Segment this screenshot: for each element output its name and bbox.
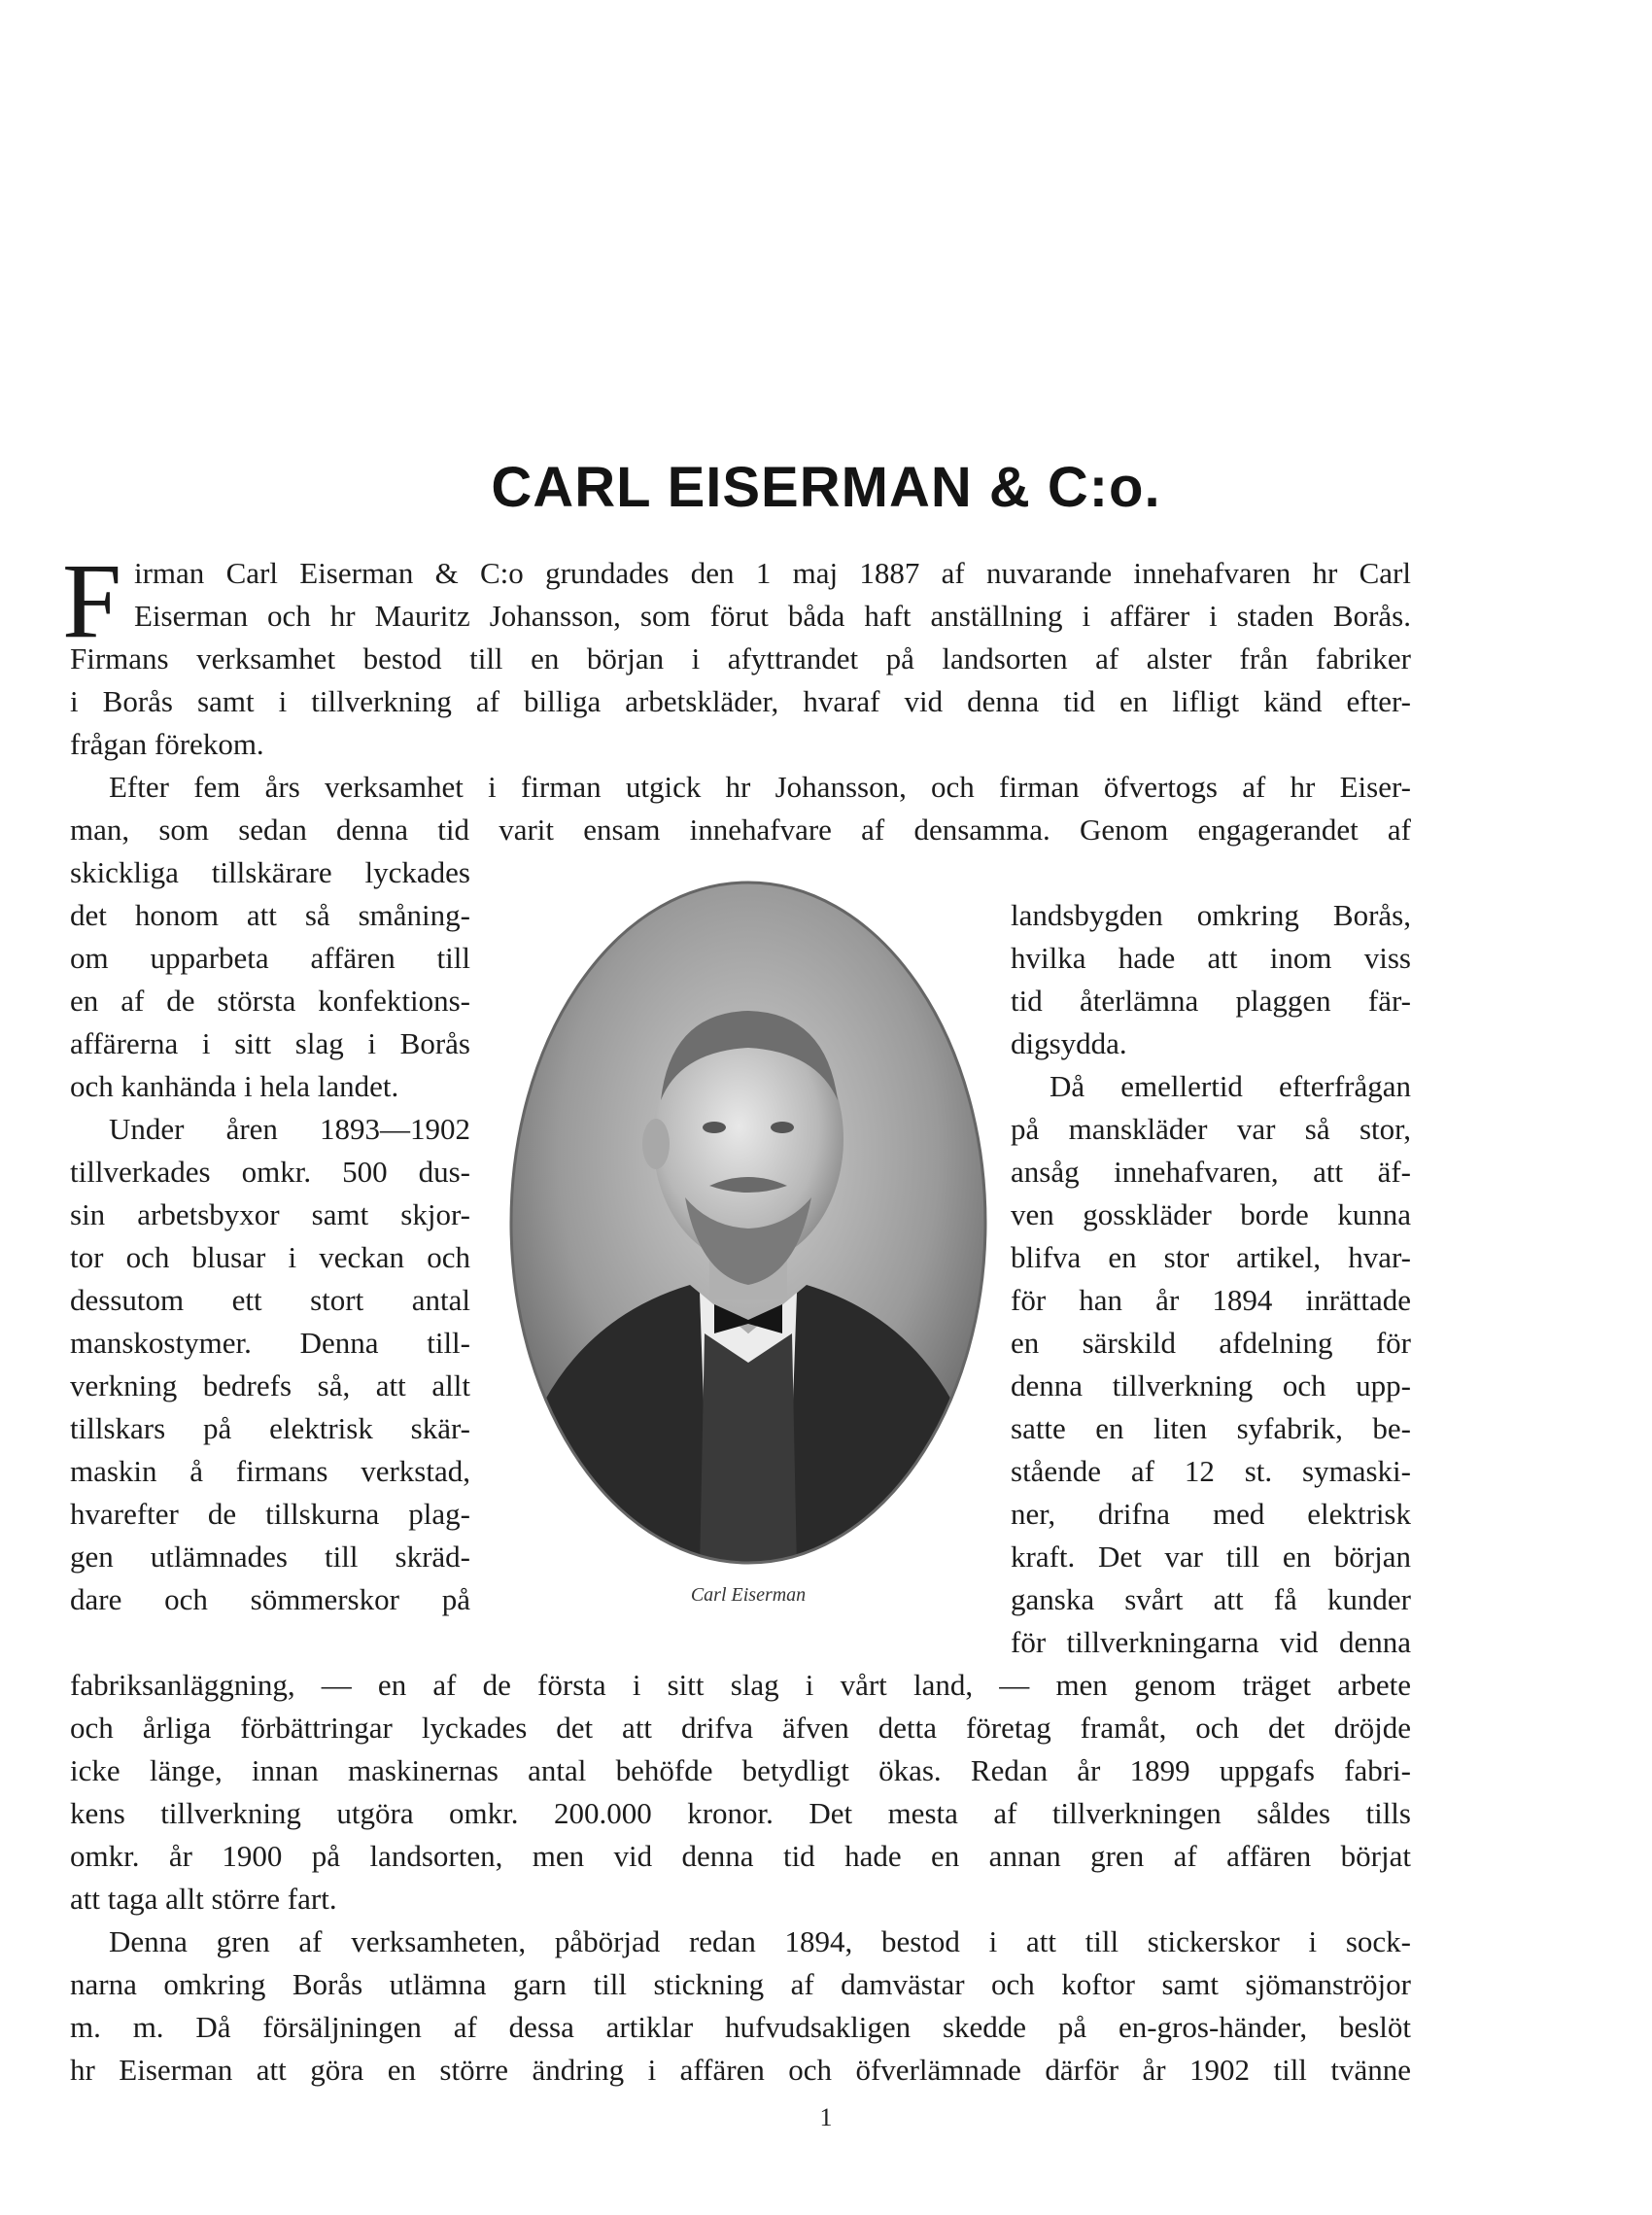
page-number: 1 — [819, 2103, 833, 2131]
right-column-line: kraft. Det var till en början — [1011, 1540, 1411, 1574]
right-column-line: på manskläder var så stor, — [1011, 1112, 1411, 1146]
right-column-line: ansåg innehafvaren, att äf- — [1011, 1155, 1411, 1189]
text-line: icke länge, innan maskinernas antal behöfde betydligt ökas. Redan år 1899 uppgafs fabri- — [70, 1753, 1411, 1787]
text-line: man, som sedan denna tid varit ensam innehafvare af densamma. Genom engagerandet af — [70, 813, 1411, 847]
text-line: Denna gren af verksamheten, påbörjad redan 1894, bestod i att till stickerskor i sock- — [109, 1924, 1411, 1958]
page-title: CARL EISERMAN & C:o. — [491, 456, 1161, 519]
text-line: Efter fem års verksamhet i firman utgick hr Johansson, och firman öfvertogs af hr Eiser- — [109, 770, 1411, 804]
text-line: i Borås samt i tillverkning af billiga arbetskläder, hvaraf vid denna tid en lifligt känd efter- — [70, 684, 1411, 718]
left-column-line: om upparbeta affären till — [70, 941, 470, 975]
text-line: Firmans verksamhet bestod till en början i afyttrandet på landsorten af alster från fabriker — [70, 641, 1411, 675]
right-column-line: digsydda. — [1011, 1026, 1127, 1060]
right-column-line: blifva en stor artikel, hvar- — [1011, 1240, 1411, 1274]
right-column-line: för han år 1894 inrättade — [1011, 1283, 1411, 1317]
right-column-line: hvilka hade att inom viss — [1011, 941, 1411, 975]
left-column-line: och kanhända i hela landet. — [70, 1069, 399, 1103]
left-column-line: manskostymer. Denna till- — [70, 1326, 470, 1360]
right-column-line: landsbygden omkring Borås, — [1011, 898, 1411, 932]
right-column-line: ner, drifna med elektrisk — [1011, 1497, 1411, 1531]
left-column-line: tillskars på elektrisk skär- — [70, 1411, 470, 1445]
text-line: fabriksanläggning, — en af de första i sitt slag i vårt land, — men genom träget arbete — [70, 1668, 1411, 1702]
text-line: att taga allt större fart. — [70, 1882, 337, 1916]
left-column-line: det honom att så småning- — [70, 898, 470, 932]
left-column-line: verkning bedrefs så, att allt — [70, 1368, 470, 1402]
left-column-line: tillverkades omkr. 500 dus- — [70, 1155, 470, 1189]
text-line: hr Eiserman att göra en större ändring i affären och öfverlämnade därför år 1902 till tvänne — [70, 2053, 1411, 2087]
left-column-line: affärerna i sitt slag i Borås — [70, 1026, 470, 1060]
right-column-line: för tillverkningarna vid denna — [1011, 1625, 1411, 1659]
right-column-line: ven gosskläder borde kunna — [1011, 1197, 1411, 1231]
photo-caption: Carl Eiserman — [690, 1584, 807, 1606]
drop-cap: F — [62, 541, 122, 660]
text-line: m. m. Då försäljningen af dessa artiklar hufvudsakligen skedde på en-gros-händer, beslöt — [70, 2010, 1411, 2044]
left-column-line: en af de största konfektions- — [70, 984, 470, 1018]
right-column-line: stående af 12 st. symaski- — [1011, 1454, 1411, 1488]
left-column-line: hvarefter de tillskurna plag- — [70, 1497, 470, 1531]
left-column-line: maskin å firmans verkstad, — [70, 1454, 470, 1488]
right-column-line: tid återlämna plaggen fär- — [1011, 984, 1411, 1018]
text-line: och årliga förbättringar lyckades det att drifva äfven detta företag framåt, och det dröjde — [70, 1711, 1411, 1745]
text-line: Eiserman och hr Mauritz Johansson, som förut båda haft anställning i affärer i staden Borås. — [134, 599, 1411, 633]
left-column-line: skickliga tillskärare lyckades — [70, 855, 470, 889]
text-line: narna omkring Borås utlämna garn till stickning af damvästar och koftor samt sjömanströjor — [70, 1967, 1411, 2001]
right-column-line: denna tillverkning och upp- — [1011, 1368, 1411, 1402]
text-line: irman Carl Eiserman & C:o grundades den 1 maj 1887 af nuvarande innehafvaren hr Carl — [134, 556, 1411, 590]
left-column-line: gen utlämnades till skräd- — [70, 1540, 470, 1574]
text-line: kens tillverkning utgöra omkr. 200.000 kronor. Det mesta af tillverkningen såldes tills — [70, 1796, 1411, 1830]
left-column-line: tor och blusar i veckan och — [70, 1240, 470, 1274]
right-column-line: en särskild afdelning för — [1011, 1326, 1411, 1360]
left-column-line: Under åren 1893—1902 — [109, 1112, 470, 1146]
right-column-line: ganska svårt att få kunder — [1011, 1582, 1411, 1616]
portrait-photo — [505, 877, 991, 1569]
text-line: frågan förekom. — [70, 727, 264, 761]
left-column-line: dare och sömmerskor på — [70, 1582, 470, 1616]
left-column-line: dessutom ett stort antal — [70, 1283, 470, 1317]
left-column-line: sin arbetsbyxor samt skjor- — [70, 1197, 470, 1231]
right-column-line: satte en liten syfabrik, be- — [1011, 1411, 1411, 1445]
right-column-line: Då emellertid efterfrågan — [1050, 1069, 1411, 1103]
text-line: omkr. år 1900 på landsorten, men vid denna tid hade en annan gren af affären börjat — [70, 1839, 1411, 1873]
